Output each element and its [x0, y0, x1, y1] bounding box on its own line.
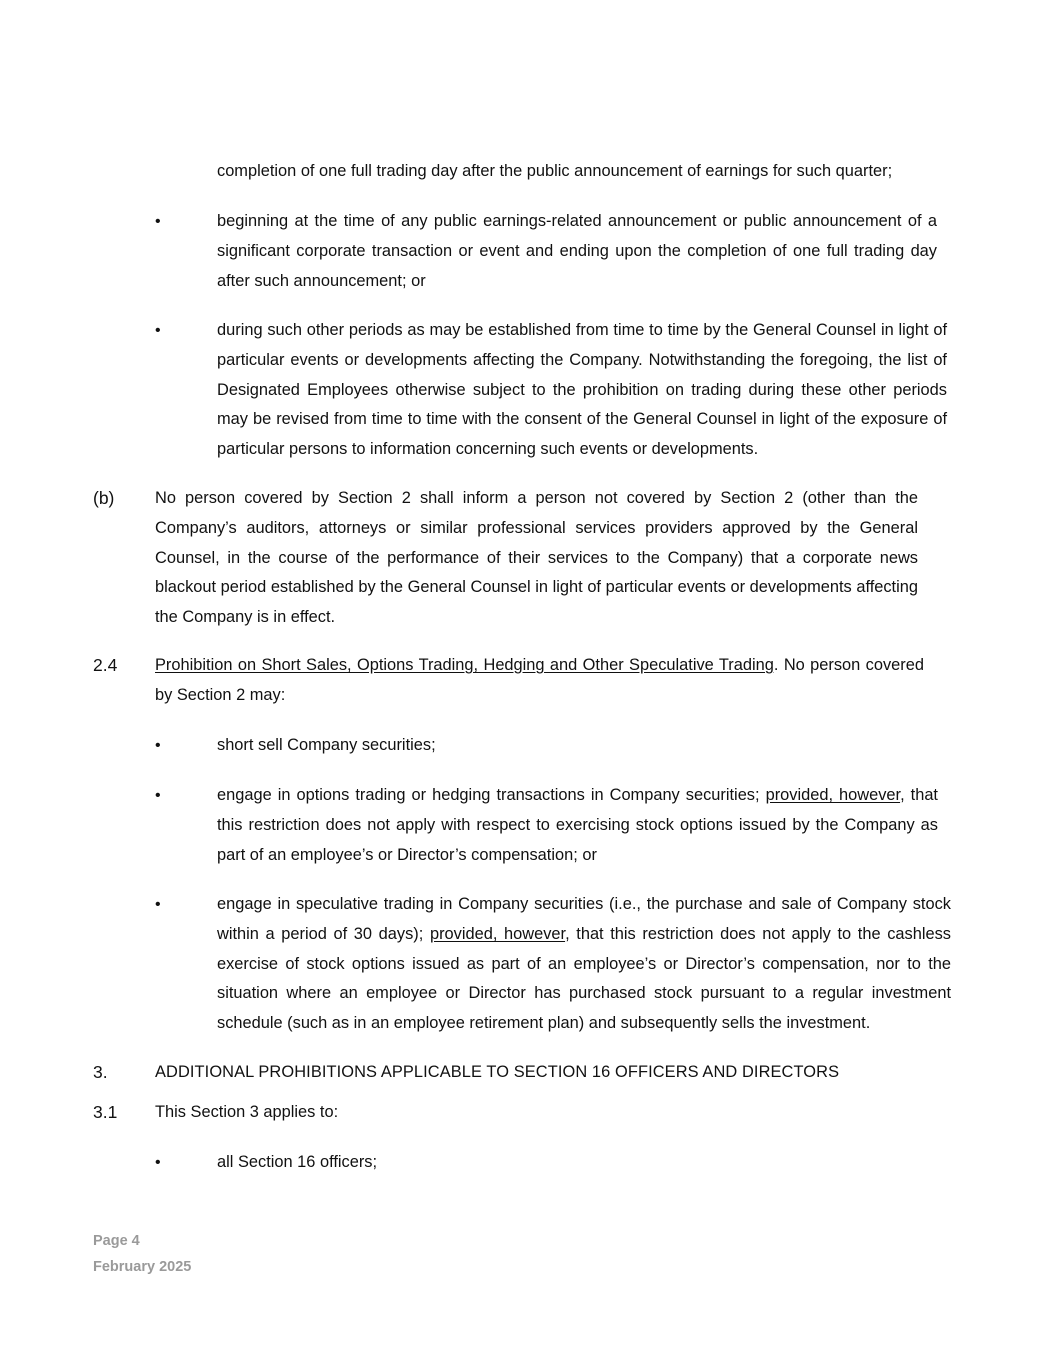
- blackout-bullet-announcement: beginning at the time of any public earnings-related announcement or public announcement of a significant corporate transaction or event and ending upon the completion of one full trading day after such announcement; or: [217, 212, 937, 290]
- blackout-bullet-other-periods: during such other periods as may be established from time to time by the General Counsel in light of particular events or developments affecting the Company. Notwithstanding the foregoing, the list of Designated Employees otherwise subject to the prohibition on trading during these other periods may be revised from time to time with the consent of the General Counsel in light of the exposure of particular persons to information concerning such events or developments.: [217, 321, 947, 459]
- speculative-trading-bullet: engage in speculative trading in Company securities (i.e., the purchase and sale of Company stock within a period of 30 days); provided, however, that this restriction does not apply to the cashless exercise of stock options issued as part of an employee’s or Director’s compensation, nor to the situation where an employee or Director has purchased stock pursuant to a regular investment schedule (such as in an employee retirement plan) and subsequently sells the investment.: [217, 895, 951, 1033]
- section-3-1-text: This Section 3 applies to:: [155, 1103, 339, 1121]
- continuation-text: completion of one full trading day after the public announcement of earnings for such quarter;: [217, 162, 893, 180]
- section-2-4-heading: [155, 651, 924, 711]
- section-3-number: 3.: [93, 1062, 108, 1082]
- provided-however-text: provided, however: [765, 786, 901, 804]
- item-b-label: (b): [93, 488, 115, 508]
- bullet-icon: •: [155, 1154, 161, 1171]
- bullet-icon: •: [155, 322, 161, 339]
- bullet-icon: •: [155, 787, 161, 804]
- provided-however-text: provided, however: [429, 924, 566, 943]
- bullet-icon: •: [155, 896, 161, 913]
- short-sell-bullet: short sell Company securities;: [217, 736, 436, 754]
- section-3-1-number: 3.1: [93, 1102, 118, 1122]
- section-16-officers-bullet: all Section 16 officers;: [217, 1153, 378, 1171]
- footer-date: February 2025: [93, 1259, 192, 1275]
- item-b-text: No person covered by Section 2 shall inform a person not covered by Section 2 (other than the Company’s auditors, attorneys or similar professional services providers approved by the General Counsel, in the course of the performance of their services to the Company) that a corporate news blackout period established by the General Counsel in light of particular events or developments affecting the Company is in effect.: [155, 489, 918, 627]
- section-3-title: ADDITIONAL PROHIBITIONS APPLICABLE TO SECTION 16 OFFICERS AND DIRECTORS: [155, 1063, 840, 1081]
- options-trading-bullet: engage in options trading or hedging transactions in Company securities; provided, however, that this restriction does not apply with respect to exercising stock options issued by the Company as part of an employee’s or Director’s compensation; or: [217, 786, 938, 864]
- section-2-4-title: Prohibition on Short Sales, Options Trading, Hedging and Other Speculative Trading: [155, 656, 774, 674]
- section-2-4-number: 2.4: [93, 655, 118, 675]
- bullet-icon: •: [155, 213, 161, 230]
- footer-page-number: Page 4: [93, 1233, 140, 1249]
- section-2-4-intro: . No person covered by Section 2 may:: [155, 656, 924, 704]
- bullet-icon: •: [155, 737, 161, 754]
